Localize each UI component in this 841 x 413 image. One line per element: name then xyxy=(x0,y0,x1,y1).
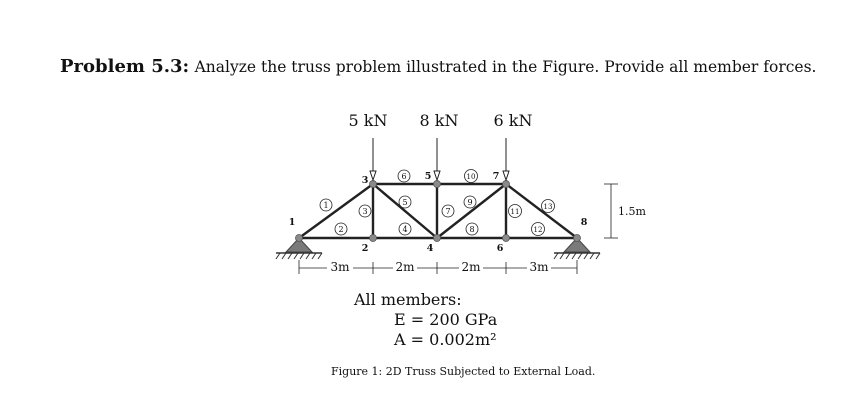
properties-title: All members: xyxy=(354,290,462,309)
problem-text: Analyze the truss problem illustrated in the Figure. Provide all member forces. xyxy=(194,58,817,76)
height-dimension-line xyxy=(604,184,618,238)
svg-text:10: 10 xyxy=(466,173,476,181)
node-label-4: 4 xyxy=(426,243,434,254)
node-label-7: 7 xyxy=(492,171,500,182)
svg-text:12: 12 xyxy=(533,226,543,234)
svg-text:5: 5 xyxy=(402,198,408,207)
node-6 xyxy=(503,235,510,242)
node-label-5: 5 xyxy=(424,171,432,182)
member-label-8 xyxy=(466,223,478,235)
load-arrows xyxy=(370,138,509,180)
member-label-7 xyxy=(442,205,454,217)
span-label-4: 3m xyxy=(529,260,549,274)
span-label-2: 2m xyxy=(395,260,415,274)
load-label-5kn: 5 kN xyxy=(348,111,388,130)
member-label-1 xyxy=(320,199,332,211)
svg-text:9: 9 xyxy=(467,198,473,207)
load-label-8kn: 8 kN xyxy=(419,111,459,130)
node-label-1: 1 xyxy=(288,217,296,228)
member-label-11 xyxy=(509,205,522,218)
svg-text:1: 1 xyxy=(323,201,329,210)
span-label-1: 3m xyxy=(330,260,350,274)
svg-text:4: 4 xyxy=(402,225,408,234)
member-label-6 xyxy=(398,170,410,182)
svg-text:2: 2 xyxy=(338,225,344,234)
member-label-2 xyxy=(335,223,347,235)
node-2 xyxy=(370,235,377,242)
height-label: 1.5m xyxy=(618,205,646,218)
svg-text:6: 6 xyxy=(401,172,407,181)
node-label-3: 3 xyxy=(361,175,369,186)
modulus-value: E = 200 GPa xyxy=(394,310,498,329)
member-label-9 xyxy=(464,196,476,208)
svg-text:13: 13 xyxy=(543,203,553,211)
svg-text:7: 7 xyxy=(445,207,451,216)
node-label-8: 8 xyxy=(580,217,588,228)
member-label-4 xyxy=(399,223,411,235)
area-value: A = 0.002m² xyxy=(394,330,497,349)
member-label-5 xyxy=(399,196,411,208)
load-label-6kn: 6 kN xyxy=(493,111,533,130)
figure-caption: Figure 1: 2D Truss Subjected to External Load. xyxy=(331,365,596,378)
member-label-10 xyxy=(465,170,478,183)
member-label-3 xyxy=(359,205,371,217)
problem-number: Problem 5.3: xyxy=(60,56,190,77)
svg-text:11: 11 xyxy=(510,208,520,216)
span-label-3: 2m xyxy=(461,260,481,274)
node-label-2: 2 xyxy=(361,243,369,254)
member-label-12 xyxy=(532,223,545,236)
member-label-13 xyxy=(542,200,555,213)
node-4 xyxy=(434,235,441,242)
node-1 xyxy=(296,235,303,242)
node-8 xyxy=(574,235,581,242)
svg-text:8: 8 xyxy=(469,225,475,234)
svg-text:3: 3 xyxy=(362,207,368,216)
node-label-6: 6 xyxy=(496,243,504,254)
